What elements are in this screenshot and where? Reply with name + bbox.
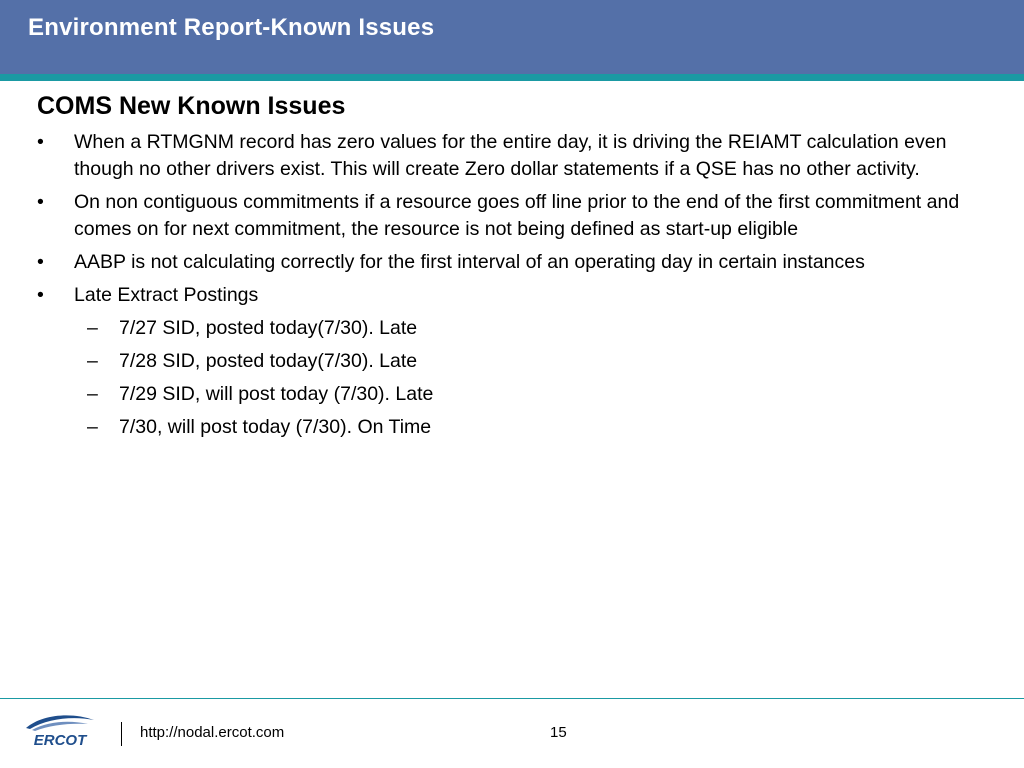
slide-content [37,92,997,447]
bullet-marker: • [37,284,44,306]
bullet-item [37,189,997,243]
page-number: 15 [550,724,567,741]
bullet-text: Late Extract Postings [74,284,259,306]
bullet-marker: • [37,251,44,273]
section-heading: COMS New Known Issues [37,92,346,120]
bullet-item [37,282,997,441]
bullet-item [37,129,997,183]
sub-bullet-list [74,315,997,441]
footer-rule [0,698,1024,699]
sub-bullet-text: 7/30, will post today (7/30). On Time [119,416,432,438]
slide-title: Environment Report-Known Issues [28,14,435,41]
ercot-logo [20,712,100,752]
bullet-marker: • [37,191,44,213]
header-accent-rule [0,74,1024,81]
bullet-marker: • [37,131,44,153]
sub-bullet-marker: – [87,317,98,339]
bullet-list [37,129,997,441]
sub-bullet-marker: – [87,416,98,438]
sub-bullet-item [37,414,997,441]
footer-separator [121,722,122,746]
sub-bullet-text: 7/29 SID, will post today (7/30). Late [119,383,434,405]
sub-bullet-marker: – [87,383,98,405]
ercot-logo-icon [20,712,100,752]
ercot-logo-text: ERCOT [33,732,87,749]
bullet-item [37,249,997,276]
sub-bullet-text: 7/27 SID, posted today(7/30). Late [119,317,418,339]
sub-bullet-item [37,381,997,408]
footer-url[interactable]: http://nodal.ercot.com [140,724,285,741]
sub-bullet-text: 7/28 SID, posted today(7/30). Late [119,350,418,372]
sub-bullet-item [37,348,997,375]
sub-bullet-marker: – [87,350,98,372]
bullet-text: When a RTMGNM record has zero values for the entire day, it is driving the REIAMT calculation even though no other drivers exist. This will create Zero dollar statements if a QSE has no other activity. [74,131,947,180]
bullet-text: On non contiguous commitments if a resource goes off line prior to the end of the first commitment and comes on for next commitment, the resource is not being defined as start-up eligible [74,191,960,240]
sub-bullet-item [37,315,997,342]
bullet-text: AABP is not calculating correctly for the first interval of an operating day in certain instances [74,251,865,273]
